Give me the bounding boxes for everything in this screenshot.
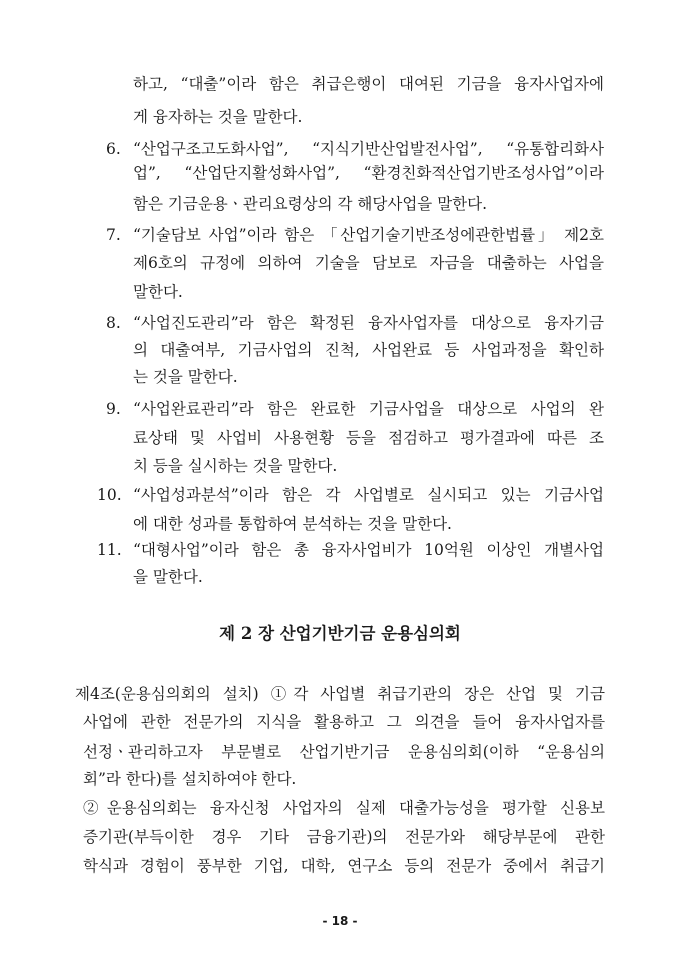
definition-line: 의 대출여부, 기금사업의 진척, 사업완료 등 사업과정을 확인하 [133, 341, 604, 359]
definition-line: 업”, “산업단지활성화사업”, “환경친화적산업기반조성사업”이라 [133, 164, 604, 182]
definition-line: “산업구조고도화사업”, “지식기반산업발전사업”, “유통합리화사 [133, 140, 604, 158]
chapter-heading: 제 2 장 산업기반기금 운용심의회 [219, 624, 461, 643]
item-number: 8. [106, 314, 121, 332]
page-number: - 18 - [322, 914, 358, 928]
article-line: 증기관(부득이한 경우 기타 금융기관)의 전문가와 해당부문에 관한 [83, 828, 605, 846]
article-line: 제4조(운용심의회의 설치) ①각 사업별 취급기관의 장은 산업 및 기금 [75, 685, 605, 703]
article-line: 선정ㆍ관리하고자 부문별로 산업기반기금 운용심의회(이하 “운용심의 [83, 743, 605, 761]
definition-line: “사업완료관리”라 함은 완료한 기금사업을 대상으로 사업의 완 [133, 400, 604, 418]
article-line: ②운용심의회는 융자신청 사업자의 실제 대출가능성을 평가할 신용보 [83, 799, 605, 817]
definition-line: 을 말한다. [133, 568, 203, 586]
definition-line: 하고, “대출”이라 함은 취급은행이 대여된 기금을 융자사업자에 [133, 75, 604, 93]
definition-line: “기술담보 사업”이라 함은 「산업기술기반조성에관한법률」 제2호 [133, 226, 604, 244]
item-number: 7. [106, 226, 121, 244]
definition-line: 제6호의 규정에 의하여 기술을 담보로 자금을 대출하는 사업을 [133, 254, 604, 272]
definition-line: 료상태 및 사업비 사용현황 등을 점검하고 평가결과에 따른 조 [133, 429, 604, 447]
article-line: 학식과 경험이 풍부한 기업, 대학, 연구소 등의 전문가 중에서 취급기 [83, 857, 605, 875]
item-number: 9. [106, 400, 121, 418]
definition-line: 치 등을 실시하는 것을 말한다. [133, 457, 338, 475]
definition-line: 함은 기금운용ㆍ관리요령상의 각 해당사업을 말한다. [133, 195, 488, 213]
definition-line: “사업진도관리”라 함은 확정된 융자사업자를 대상으로 융자기금 [133, 314, 604, 332]
definition-line: 게 융자하는 것을 말한다. [133, 108, 303, 126]
definition-line: 에 대한 성과를 통합하여 분석하는 것을 말한다. [133, 515, 452, 533]
article-line: 회”라 한다)를 설치하여야 한다. [83, 770, 297, 788]
definition-line: “사업성과분석”이라 함은 각 사업별로 실시되고 있는 기금사업 [133, 486, 604, 504]
article-line: 사업에 관한 전문가의 지식을 활용하고 그 의견을 들어 융자사업자를 [83, 713, 605, 731]
definition-line: 말한다. [133, 283, 183, 301]
definition-line: 는 것을 말한다. [133, 368, 238, 386]
item-number: 6. [106, 140, 121, 158]
definition-line: “대형사업”이라 함은 총 융자사업비가 10억원 이상인 개별사업 [133, 541, 604, 559]
item-number: 10. [97, 486, 122, 504]
item-number: 11. [97, 541, 122, 559]
